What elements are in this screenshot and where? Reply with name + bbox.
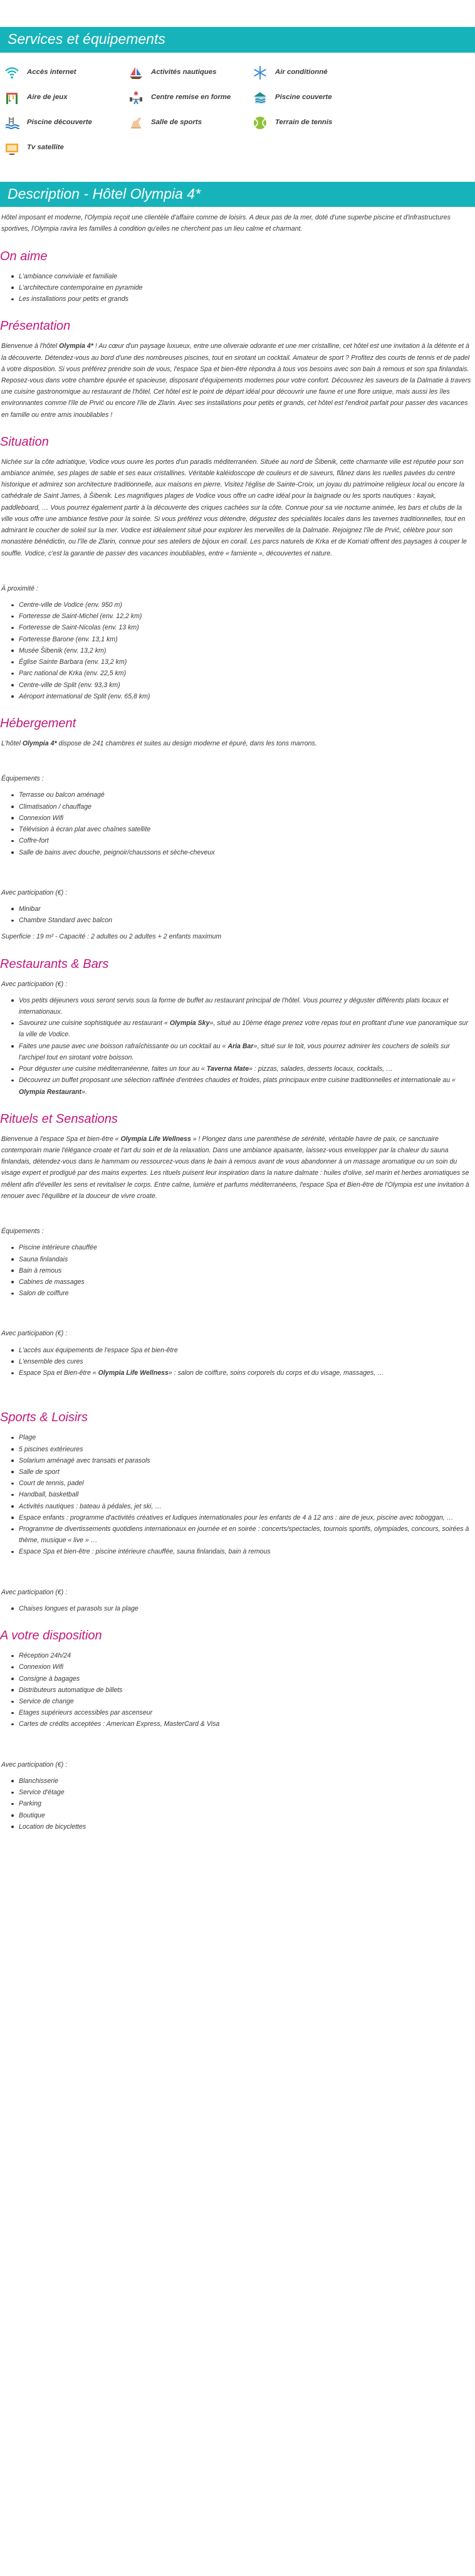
list-item: Chambre Standard avec balcon — [11, 915, 475, 926]
list-item: Centre-ville de Split (env. 93,3 km) — [11, 680, 475, 691]
list-item: Etages supérieurs accessibles par ascenseur — [11, 1707, 475, 1718]
list-item: Court de tennis, padel — [11, 1478, 475, 1489]
sports-list — [0, 1432, 475, 1557]
list-item: L'ambiance conviviale et familiale — [11, 271, 475, 282]
tv-icon — [4, 140, 20, 156]
rituels-supp-label: Avec participation (€) : — [1, 1330, 68, 1338]
list-item: Cartes de crédits acceptées : American Express, MasterCard & Visa — [11, 1718, 475, 1730]
presentation-title: Présentation — [0, 319, 71, 334]
restaurants-supp-label: Avec participation (€) : — [1, 980, 68, 988]
service-item — [0, 85, 119, 110]
service-label: Piscine couverte — [275, 93, 332, 101]
list-item: Pour déguster une cuisine méditerranéenne, faites un tour au « Taverna Mate» : pizzas, salades, desserts locaux, cocktails, … — [11, 1063, 475, 1075]
service-item — [124, 85, 243, 110]
list-item: Forteresse de Saint-Michel (env. 12,2 km) — [11, 611, 475, 622]
service-item — [0, 135, 119, 160]
list-item: Location de bicyclettes — [11, 1821, 475, 1832]
hebergement-supp-list — [0, 903, 475, 926]
service-label: Centre remise en forme — [151, 93, 231, 101]
list-item: Handball, basketball — [11, 1489, 475, 1500]
rituels-text: Bienvenue à l'espace Spa et bien-être « Olympia Life Wellness » ! Plongez dans une parenthèse de sérénité, véritable havre de paix, ce sanctuaire contemporain marie l'élégance croate et l'art du soin et de la relaxation. Dans une ambiance apaisante, laissez-vous envelopper par la chaleur du sauna finlandais, détendez-vous dans le hammam ou ressourcez-vous dans le bain à remous avant de vous abandonner à un massage aromatique ou un soin du visage expert et prodigué par des mains expertes. Les rituels puisent leur inspiration dans la nature dalmate : huiles d'olive, sel marin et herbes aromatiques se mêlent afin d'éveiller les sens et revitaliser le corps. Entre calme, lumière et parfums méditerranéens, l'espace Spa et Bien-être de l'Olympia est une invitation à renouer avec l'équilibre et la douceur de vivre croate. — [1, 1135, 469, 1200]
list-item: L'architecture contemporaine en pyramide — [11, 282, 475, 293]
service-item — [0, 60, 119, 85]
list-item: Blanchisserie — [11, 1775, 475, 1787]
service-item — [248, 85, 367, 110]
list-item: Aéroport international de Split (env. 65,8 km) — [11, 691, 475, 702]
proximity-label: À proximité : — [1, 584, 38, 592]
proximity-list — [0, 599, 475, 702]
on-aime-list — [0, 271, 475, 305]
services-title: Services et équipements — [0, 27, 475, 53]
service-item — [248, 110, 367, 135]
list-item: Plage — [11, 1432, 475, 1443]
service-label: Aire de jeux — [27, 93, 68, 101]
covered-pool-icon — [252, 90, 268, 106]
disposition-list — [0, 1650, 475, 1730]
description-intro: Hôtel imposant et moderne, l'Olympia reçoit une clientèle d'affaire comme de loisirs. A deux pas de la mer, doté d'une superbe piscine et d'infrastructures sportives, l'Olympia ravira les familles à condition qu'elles ne cherchent pas un lieu calme et charmant. — [1, 214, 451, 233]
list-item: Service d'étage — [11, 1787, 475, 1798]
service-item — [124, 110, 243, 135]
list-item: Solarium aménagé avec transats et parasols — [11, 1455, 475, 1466]
page — [0, 27, 475, 1832]
situation-title: Situation — [0, 434, 49, 449]
hebergement-supp-label: Avec participation (€) : — [1, 888, 68, 896]
list-item: Église Sainte Barbara (env. 13,2 km) — [11, 656, 475, 668]
list-item: L'accès aux équipements de l'espace Spa et bien-être — [11, 1345, 475, 1356]
rituels-equip-label: Équipements : — [1, 1228, 44, 1236]
list-item: Espace Spa et Bien-être « Olympia Life Wellness» : salon de coiffure, soins corporels du corps et du visage, massages, … — [11, 1367, 475, 1379]
list-item: Parc national de Krka (env. 22,5 km) — [11, 668, 475, 679]
list-item: Centre-ville de Vodice (env. 950 m) — [11, 599, 475, 611]
list-item: Minibar — [11, 903, 475, 915]
list-item: Forteresse Barone (env. 13,1 km) — [11, 634, 475, 645]
list-item: Service de change — [11, 1696, 475, 1707]
list-item: Activités nautiques : bateau à pédales, jet ski, … — [11, 1501, 475, 1512]
list-item: Boutique — [11, 1810, 475, 1821]
service-label: Activités nautiques — [151, 68, 217, 76]
list-item: Faites une pause avec une boisson rafraîchissante ou un cocktail au « Aria Bar», situé sur le toit, vous pourrez admirer les couchers de soleils sur l'archipel tout en sirotant votre boisson. — [11, 1041, 475, 1063]
rituels-title: Rituels et Sensations — [0, 1112, 118, 1126]
sports-room-icon — [128, 115, 144, 131]
list-item: Chaises longues et parasols sur la plage — [11, 1603, 475, 1614]
list-item: Piscine intérieure chauffée — [11, 1242, 475, 1253]
rituels-equip-list — [0, 1242, 475, 1299]
hebergement-equip-label: Équipements : — [1, 775, 44, 783]
rituels-supp-list — [0, 1345, 475, 1379]
list-item: Coffre-fort — [11, 835, 475, 846]
hebergement-surface: Superficie : 19 m² - Capacité : 2 adultes ou 2 adultes + 2 enfants maximum — [1, 933, 222, 941]
service-label: Air conditionné — [275, 68, 328, 76]
list-item: Programme de divertissements quotidiens internationaux en journée et en soirée : concerts/spectacles, tournois sportifs, olympiades, concours, soirées à thème, musique « live » … — [11, 1523, 475, 1546]
on-aime-title: On aime — [0, 249, 48, 263]
list-item: Terrasse ou balcon aménagé — [11, 789, 475, 801]
dumbbell-icon — [128, 90, 144, 106]
list-item: Forteresse de Saint-Nicolas (env. 13 km) — [11, 622, 475, 633]
snowflake-icon — [252, 65, 268, 81]
service-label: Tv satellite — [27, 143, 64, 151]
list-item: Télévision à écran plat avec chaînes satellite — [11, 824, 475, 835]
hebergement-title: Hébergement — [0, 716, 76, 730]
tennis-icon — [252, 115, 268, 131]
list-item: Climatisation / chauffage — [11, 801, 475, 812]
outdoor-pool-icon — [4, 115, 20, 131]
service-label: Salle de sports — [151, 118, 202, 126]
list-item: 5 piscines extérieures — [11, 1444, 475, 1455]
sailing-icon — [128, 65, 144, 81]
playground-icon — [4, 90, 20, 106]
list-item: L'ensemble des cures — [11, 1356, 475, 1367]
wifi-icon — [4, 65, 20, 81]
service-label: Accès internet — [27, 68, 76, 76]
list-item: Distributeurs automatique de billets — [11, 1685, 475, 1696]
restaurants-title: Restaurants & Bars — [0, 957, 109, 971]
service-item — [0, 110, 119, 135]
restaurants-list — [0, 995, 475, 1098]
sports-supp-label: Avec participation (€) : — [1, 1588, 68, 1596]
disposition-supp-label: Avec participation (€) : — [1, 1760, 68, 1769]
list-item: Espace enfants : programme d'activités créatives et ludiques internationales pour les enfants de 4 à 12 ans : aire de jeux, piscine avec toboggan, … — [11, 1512, 475, 1523]
list-item: Connexion Wifi — [11, 812, 475, 824]
service-item — [248, 60, 367, 85]
situation-text: Nichée sur la côte adriatique, Vodice vous ouvre les portes d'un paradis méditerranéen. Située au nord de Šibenik, cette charmante ville est réputée pour son ambiance animée, ses plages de sable et ses eaux cristallines. Véritable kaléidoscope de couleurs et de saveurs, flânez dans les ruelles pavées du centre historique et admirez son architecture traditionnelle, aux maisons en pierre. Visitez l'église de Sainte-Croix, un joyau du patrimoine religieux local ou encore la cathédrale de Saint James, à Šibenik. Les magnifiques plages de Vodice vous offre un cadre idéal pour la baignade ou les sports nautiques : kayak, paddleboard, … Vous pourrez également partir à la découverte des criques cachées sur la côte. Connue pour sa vie nocturne animée, les bars et clubs de la ville vous offre une ambiance festive pour la soirée. Si vous préférez vous détendre, dégustez des spécialités locales dans les tavernes traditionnelles, tout en admirant le coucher de soleil sur la mer. Vodice est idéalement situé pour explorer les merveilles de la Dalmatie. Rejoignez l'île de Prvić, célèbre pour son monastère bénédictin, ou l'île de Zlarin, connue pour ses ateliers de bijoux en corail. Les parcs naturels de Krka et de Kornati offrent des paysages à couper le souffle. Vodice, c'est la garantie de passer des vacances inoubliables, entre « farniente », découvertes et nature. — [1, 458, 467, 557]
list-item: Savourez une cuisine sophistiquée au restaurant « Olympia Sky», situé au 10ème étage prenez votre repas tout en profitant d'une vue panoramique sur la ville de Vodice. — [11, 1017, 475, 1040]
list-item: Salle de bains avec douche, peignoir/chaussons et sèche-cheveux — [11, 847, 475, 858]
disposition-title: A votre disposition — [0, 1629, 102, 1643]
list-item: Cabines de massages — [11, 1276, 475, 1288]
list-item: Salle de sport — [11, 1466, 475, 1478]
list-item: Musée Šibenik (env. 13,2 km) — [11, 645, 475, 656]
hebergement-equip-list — [0, 789, 475, 858]
list-item: Bain à remous — [11, 1265, 475, 1276]
disposition-supp-list — [0, 1775, 475, 1832]
sports-supp-list — [0, 1603, 475, 1614]
service-item — [124, 60, 243, 85]
list-item: Salon de coiffure — [11, 1288, 475, 1299]
list-item: Parking — [11, 1798, 475, 1809]
services-grid — [0, 53, 475, 160]
list-item: Les installations pour petits et grands — [11, 293, 475, 305]
list-item: Connexion Wifi — [11, 1661, 475, 1673]
sports-title: Sports & Loisirs — [0, 1411, 88, 1425]
description-title: Description - Hôtel Olympia 4* — [0, 182, 475, 208]
service-label: Terrain de tennis — [275, 118, 333, 126]
list-item: Espace Spa et bien-être : piscine intérieure chauffée, sauna finlandais, bain à remous — [11, 1546, 475, 1557]
service-label: Piscine découverte — [27, 118, 92, 126]
list-item: Consigne à bagages — [11, 1673, 475, 1685]
list-item: Découvrez un buffet proposant une sélection raffinée d'entrées chaudes et froides, plats principaux entre cuisine traditionnelles et internationale au « Olympia Restaurant». — [11, 1075, 475, 1097]
list-item: Sauna finlandais — [11, 1254, 475, 1265]
list-item: Vos petits déjeuners vous seront servis sous la forme de buffet au restaurant principal de l'hôtel. Vous pourrez y déguster différents plats locaux et internationaux. — [11, 995, 475, 1017]
hebergement-text: L'hôtel Olympia 4* dispose de 241 chambres et suites au design moderne et épuré, dans les tons marrons. — [1, 739, 317, 747]
presentation-text: Bienvenue à l'hôtel Olympia 4* ! Au cœur d'un paysage luxueux, entre une oliveraie odorante et une mer cristalline, cet hôtel est une invitation à la détente et à la découverte. Détendez-vous au bord d'une des nombreuses piscines, tout en sirotant un cocktail. Amateur de sport ? Profitez des courts de tennis et de padel à votre disposition. Si vous préférez prendre soin de vous, l'espace Spa et bien-être répondra à tous vos besoins avec son bain à remous et son spa finlandais. Reposez-vous dans votre chambre épurée et spacieuse, disposant d'équipements modernes pour votre confort. Découvrez les saveurs de la Dalmatie à travers une cuisine gastronomique au restaurant de l'hôtel. Cet hôtel est le point de départ idéal pour découvrir une faune et une flore unique, mais aussi les îles environnantes comme l'île de Prvić ou encore l'île de Zlarin. Avec ses installations pour petits et grands, cet hôtel est l'endroit parfait pour passer des vacances en famille ou entre amis inoubliables ! — [1, 342, 471, 419]
list-item: Réception 24h/24 — [11, 1650, 475, 1661]
